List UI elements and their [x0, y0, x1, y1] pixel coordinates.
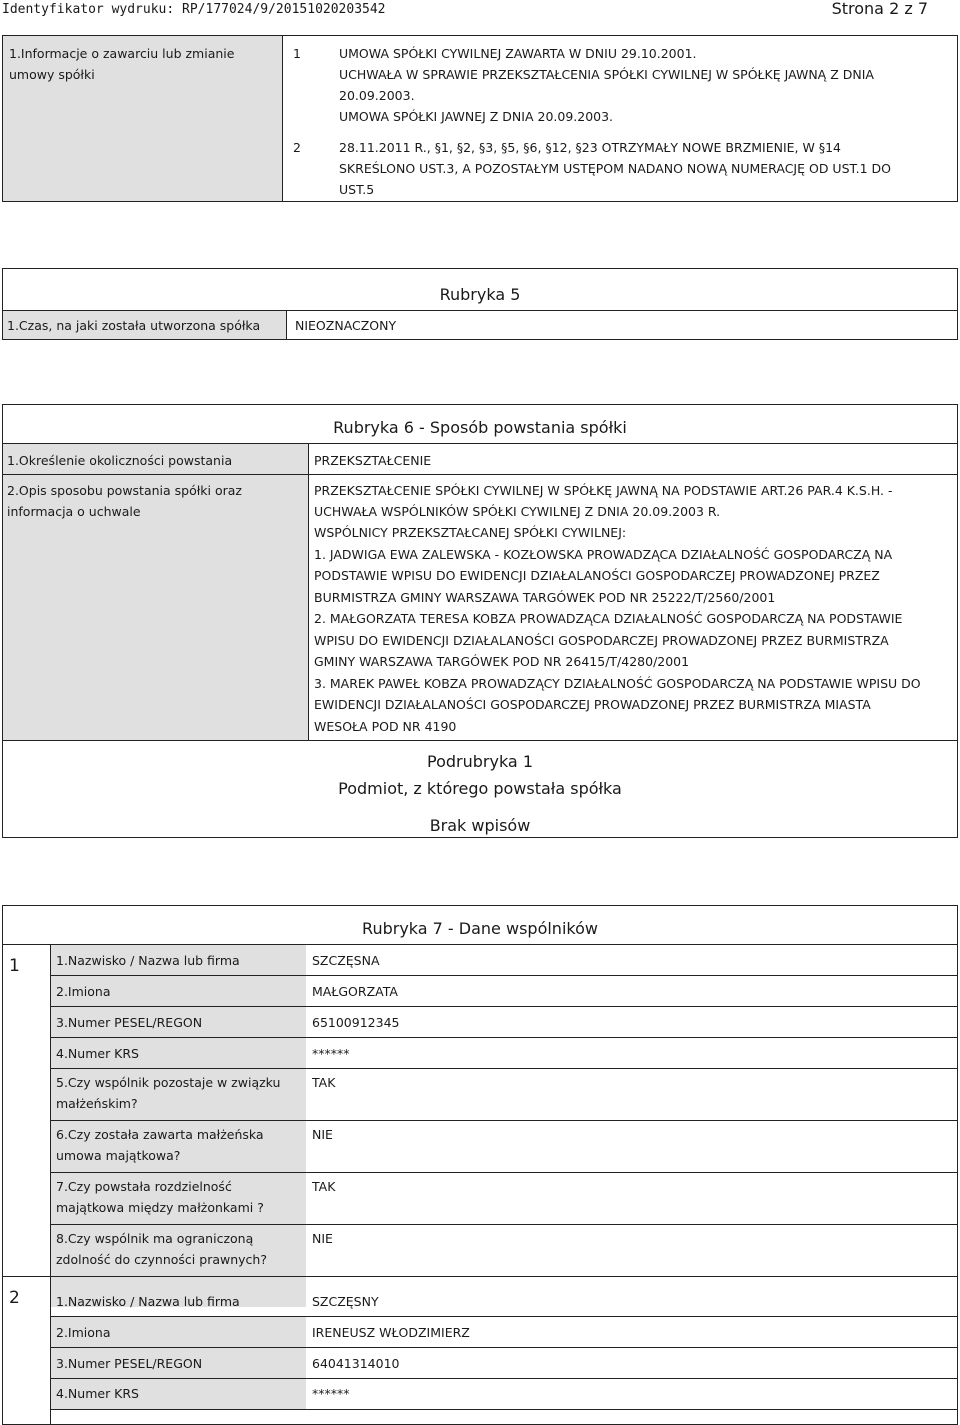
partner-field-value: MAŁGORZATA	[312, 984, 398, 999]
partner-field-label: 7.Czy powstała rozdzielność	[56, 1179, 232, 1194]
no-entries-text: Brak wpisów	[429, 816, 531, 835]
duration-value: NIEOZNACZONY	[295, 318, 397, 333]
partner-field-value: IRENEUSZ WŁODZIMIERZ	[312, 1325, 470, 1340]
partner-field-value: 64041314010	[312, 1356, 400, 1371]
description-line: 3. MAREK PAWEŁ KOBZA PROWADZĄCY DZIAŁALNOŚĆ GOSPODARCZĄ NA PODSTAWIE WPISU DO	[314, 676, 921, 691]
entry-line: 28.11.2011 R., §1, §2, §3, §5, §6, §12, §23 OTRZYMAŁY NOWE BRZMIENIE, W §14	[339, 140, 841, 155]
entry-line: UCHWAŁA W SPRAWIE PRZEKSZTAŁCENIA SPÓŁKI CYWILNEJ W SPÓŁKĘ JAWNĄ Z DNIA	[339, 67, 874, 82]
rubryka-7-section	[2, 905, 958, 1425]
partner-field-label: 3.Numer PESEL/REGON	[56, 1356, 203, 1371]
agreement-info-section	[2, 35, 958, 202]
partner-field-label: majątkowa między małżonkami ?	[56, 1200, 264, 1215]
description-line: WSPÓLNICY PRZEKSZTAŁCANEJ SPÓŁKI CYWILNEJ:	[314, 525, 627, 540]
partner-field-value: 65100912345	[312, 1015, 400, 1030]
entry-line: SKREŚLONO UST.3, A POZOSTAŁYM USTĘPOM NADANO NOWĄ NUMERACJĘ OD UST.1 DO	[339, 161, 892, 176]
description-line: PODSTAWIE WPISU DO EWIDENCJI DZIAŁALANOŚCI GOSPODARCZEJ PROWADZONEJ PRZEZ	[314, 568, 880, 583]
description-label-line: informacja o uchwale	[7, 504, 141, 519]
partner-field-value: SZCZĘSNY	[312, 1294, 379, 1309]
description-line: 2. MAŁGORZATA TERESA KOBZA PROWADZĄCA DZIAŁALNOŚĆ GOSPODARCZĄ NA PODSTAWIE	[314, 611, 903, 626]
rubryka-7-title: Rubryka 7 - Dane wspólników	[362, 919, 598, 938]
partner-field-label: 1.Nazwisko / Nazwa lub firma	[56, 1294, 240, 1309]
partner-field-label: 5.Czy wspólnik pozostaje w związku	[56, 1075, 281, 1090]
partner-field-label: małżeńskim?	[56, 1096, 138, 1111]
entry-line: 20.09.2003.	[339, 88, 415, 103]
agreement-info-label-line-1: 1.Informacje o zawarciu lub zmianie	[9, 46, 235, 61]
partner-field-label: 4.Numer KRS	[56, 1046, 139, 1061]
page-number: Strona 2 z 7	[831, 0, 928, 18]
partner-field-label: 4.Numer KRS	[56, 1386, 139, 1401]
podrubryka-title: Podrubryka 1	[427, 752, 533, 771]
partner-field-value: SZCZĘSNA	[312, 953, 380, 968]
entry-line: UMOWA SPÓŁKI JAWNEJ Z DNIA 20.09.2003.	[339, 109, 614, 124]
partner-field-value: ******	[312, 1386, 350, 1401]
description-label-line: 2.Opis sposobu powstania spółki oraz	[7, 483, 242, 498]
partner-number: 2	[9, 1288, 20, 1308]
partner-field-label: zdolność do czynności prawnych?	[56, 1252, 267, 1267]
origin-label: 1.Określenie okoliczności powstania	[7, 453, 233, 468]
entry-number: 2	[293, 140, 301, 155]
rubryka-5-section	[2, 268, 958, 340]
duration-label: 1.Czas, na jaki została utworzona spółka	[7, 318, 261, 333]
partner-field-label: umowa majątkowa?	[56, 1148, 181, 1163]
print-identifier: Identyfikator wydruku: RP/177024/9/20151020203542	[2, 2, 386, 17]
description-line: 1. JADWIGA EWA ZALEWSKA - KOZŁOWSKA PROWADZĄCA DZIAŁALNOŚĆ GOSPODARCZĄ NA	[314, 547, 893, 562]
entry-line: UST.5	[339, 182, 375, 197]
description-line: WESOŁA POD NR 4190	[314, 719, 457, 734]
rubryka-6-title: Rubryka 6 - Sposób powstania spółki	[333, 418, 627, 437]
partner-field-label: 6.Czy została zawarta małżeńska	[56, 1127, 264, 1142]
entry-number: 1	[293, 46, 301, 61]
rubryka-5-title: Rubryka 5	[439, 285, 521, 304]
rubryka-6-section	[2, 404, 958, 838]
partner-number: 1	[9, 956, 20, 976]
entry-line: UMOWA SPÓŁKI CYWILNEJ ZAWARTA W DNIU 29.10.2001.	[339, 46, 697, 61]
partner-field-value: TAK	[312, 1075, 336, 1090]
description-line: UCHWAŁA WSPÓLNIKÓW SPÓŁKI CYWILNEJ Z DNIA 20.09.2003 R.	[314, 504, 721, 519]
partner-field-label: 1.Nazwisko / Nazwa lub firma	[56, 953, 240, 968]
description-line: WPISU DO EWIDENCJI DZIAŁALANOŚCI GOSPODARCZEJ PROWADZONEJ PRZEZ BURMISTRZA	[314, 633, 889, 648]
podrubryka-subtitle: Podmiot, z którego powstała spółka	[338, 779, 622, 798]
description-line: PRZEKSZTAŁCENIE SPÓŁKI CYWILNEJ W SPÓŁKĘ JAWNĄ NA PODSTAWIE ART.26 PAR.4 K.S.H. -	[314, 483, 893, 498]
partner-field-value: ******	[312, 1046, 350, 1061]
partner-field-value: NIE	[312, 1231, 333, 1246]
partner-field-label: 3.Numer PESEL/REGON	[56, 1015, 203, 1030]
partner-field-label: 8.Czy wspólnik ma ograniczoną	[56, 1231, 254, 1246]
description-line: GMINY WARSZAWA TARGÓWEK POD NR 26415/T/4280/2001	[314, 654, 690, 669]
description-line: BURMISTRZA GMINY WARSZAWA TARGÓWEK POD NR 25222/T/2560/2001	[314, 590, 776, 605]
partner-field-value: TAK	[312, 1179, 336, 1194]
origin-value: PRZEKSZTAŁCENIE	[314, 453, 432, 468]
partner-field-value: NIE	[312, 1127, 333, 1142]
partner-field-label: 2.Imiona	[56, 1325, 111, 1340]
description-line: EWIDENCJI DZIAŁALANOŚCI GOSPODARCZEJ PROWADZONEJ PRZEZ BURMISTRZA MIASTA	[314, 697, 871, 712]
partner-field-label: 2.Imiona	[56, 984, 111, 999]
agreement-info-label-line-2: umowy spółki	[9, 67, 95, 82]
